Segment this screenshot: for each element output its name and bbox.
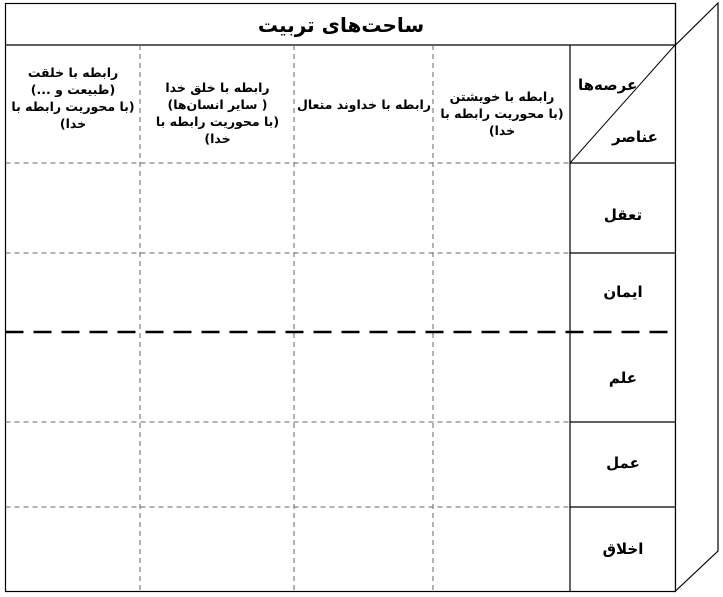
column-header-people: رابطه با خلق خدا ( سایر انسان‌ها) (با محوریت رابطه با خدا) (155, 80, 280, 146)
row-label-ethics: اخلاق (602, 540, 644, 558)
row-label-action: عمل (606, 454, 640, 472)
corner-label-domains: عرصه‌ها (578, 76, 638, 94)
row-label-faith: ایمان (603, 283, 643, 301)
corner-label-elements: عناصر (612, 128, 658, 146)
column-header-god: رابطه با خداوند متعال (296, 97, 431, 112)
box-side-face (676, 3, 719, 591)
page-title: ساحت‌های تربیت (257, 13, 425, 37)
row-label-knowledge: علم (608, 369, 638, 387)
row-label-reasoning: تعقل (603, 206, 643, 224)
column-header-creation: رابطه با خلقت (طبیعت و ...) (با محوریت رابطه با خدا) (11, 65, 135, 131)
column-header-self: رابطه با خویشتن (با محوریت رابطه با خدا) (440, 89, 564, 138)
